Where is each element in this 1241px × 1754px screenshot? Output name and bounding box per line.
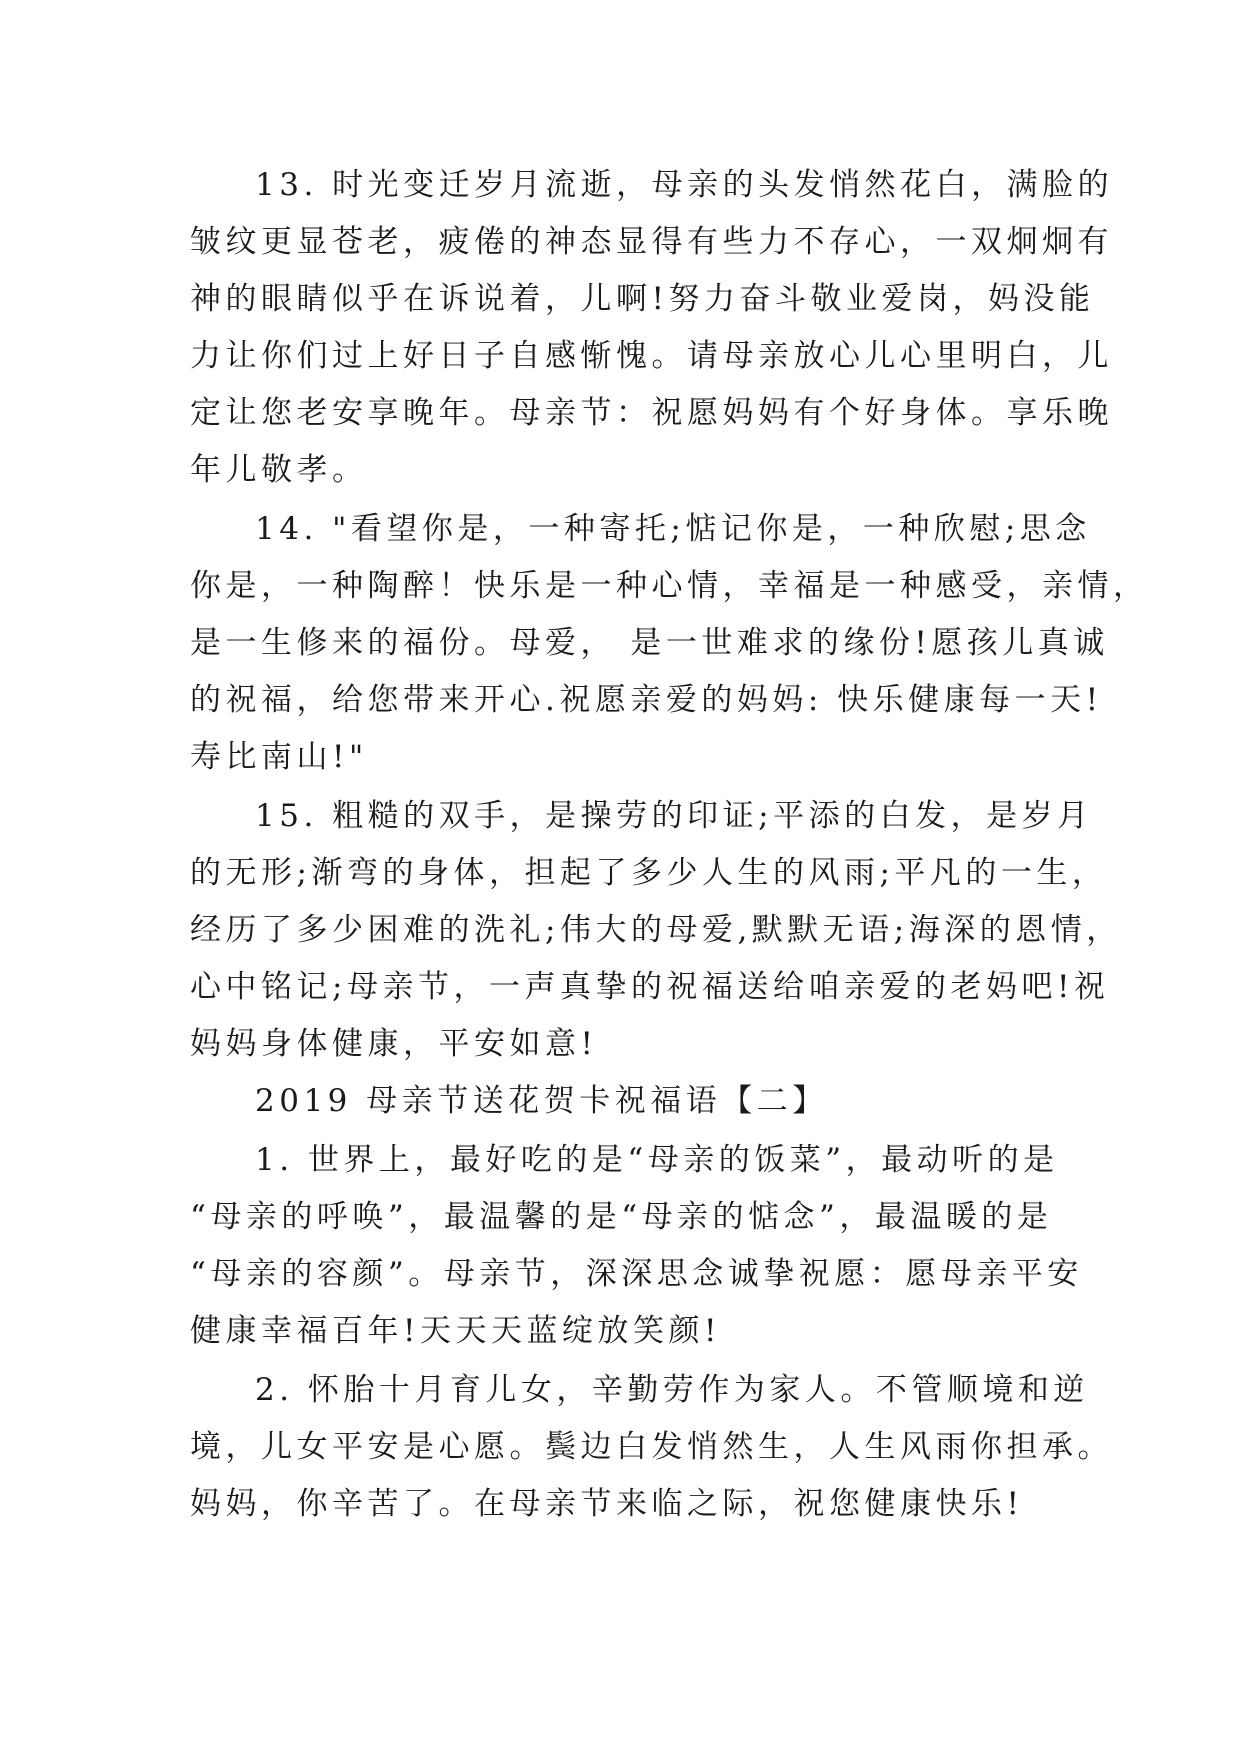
text-line: 的无形;渐弯的身体，担起了多少人生的风雨;平凡的一生， [190,855,1108,891]
text-line: 经历了多少困难的洗礼;伟大的母爱,默默无语;海深的恩情， [190,912,1122,948]
text-line: 年儿敬孝。 [190,452,368,488]
text-line: 是一生修来的福份。母爱， 是一世难求的缘份!愿孩儿真诚 [190,625,1109,661]
text-line: 1. 世界上，最好吃的是“母亲的饭菜”，最动听的是 [255,1142,1059,1178]
text-line: 妈妈身体健康，平安如意! [190,1026,598,1062]
section-title: 2019 母亲节送花贺卡祝福语【二】 [255,1083,828,1119]
text-line: “母亲的容颜”。母亲节，深深思念诚挚祝愿：愿母亲平安 [190,1256,1083,1292]
text-line: 的祝福，给您带来开心.祝愿亲爱的妈妈: 快乐健康每一天! [190,682,1103,718]
text-line: “母亲的呼唤”，最温馨的是“母亲的惦念”，最温暖的是 [190,1199,1053,1235]
text-line: 力让你们过上好日子自感惭愧。请母亲放心儿心里明白，儿 [190,338,1113,374]
text-line: 14. "看望你是，一种寄托;惦记你是，一种欣慰;思念 [255,511,1091,547]
text-line: 2. 怀胎十月育儿女，辛勤劳作为家人。不管顺境和逆 [255,1372,1089,1408]
text-line: 定让您老安享晚年。母亲节：祝愿妈妈有个好身体。享乐晚 [190,395,1113,431]
text-line: 皱纹更显苍老，疲倦的神态显得有些力不存心，一双炯炯有 [190,224,1113,260]
text-line: 13. 时光变迁岁月流逝，母亲的头发悄然花白，满脸的 [255,167,1114,203]
text-line: 神的眼睛似乎在诉说着，儿啊!努力奋斗敬业爱岗，妈没能 [190,281,1095,317]
text-line: 境，儿女平安是心愿。鬓边白发悄然生，人生风雨你担承。 [190,1429,1113,1465]
text-line: 寿比南山!" [190,739,368,775]
text-line: 心中铭记;母亲节，一声真挚的祝福送给咱亲爱的老妈吧!祝 [190,969,1110,1005]
text-line: 健康幸福百年!天天天蓝绽放笑颜! [190,1313,721,1349]
text-line: 15. 粗糙的双手，是操劳的印证;平添的白发，是岁月 [255,798,1093,834]
text-line: 你是，一种陶醉！快乐是一种心情，幸福是一种感受，亲情， [190,568,1149,604]
text-line: 妈妈，你辛苦了。在母亲节来临之际，祝您健康快乐! [190,1486,1024,1522]
